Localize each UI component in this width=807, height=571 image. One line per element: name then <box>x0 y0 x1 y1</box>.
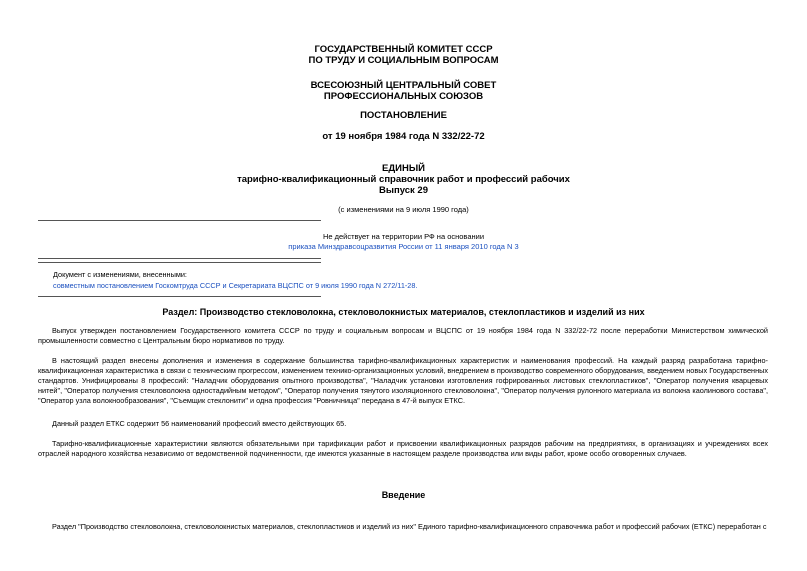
doc-type <box>0 110 807 121</box>
divider-line <box>38 296 321 297</box>
divider-line <box>38 220 321 221</box>
intro-paragraph: Раздел "Производство стекловолокна, стекловолокнистых материалов, стеклопластиков и изделий из них" Единого тарифно-квалификационного справочника работ и профессий рабочих (ЕТКС) переработан с <box>52 522 767 531</box>
section-title: Раздел: Производство стекловолокна, стекловолокнистых материалов, стеклопластиков и изделий из них <box>162 307 645 317</box>
amendment-note: (с изменениями на 9 июля 1990 года) <box>338 205 469 214</box>
doc-type-text: ПОСТАНОВЛЕНИЕ <box>360 110 447 121</box>
doc-date-text: от 19 ноября 1984 года N 332/22-72 <box>322 131 485 142</box>
doc-date <box>0 131 807 142</box>
section-paragraph-2: В настоящий раздел внесены дополнения и изменения в содержание большинства тарифно-квалификационных характеристик и наименования профессий. На каждый разряд разработана тарифно-квалификационная характеристика в связи с техническим прогрессом, изменением технико-организационных условий, внедрением в производство современного оборудования, введением новых Государственных стандартов. Унифицированы 8 профессий: "Наладчик оборудования опытного производства", "Наладчик установки изготовления гофрированных листовых стеклопластиков", "Оператор получения кварцевых нитей", "Оператор получения стекловолокна одностадийным методом", "Оператор получения тянутого изоляционного стекловолокна", "Оператор получения рулонного материала из волокна каолинового состава", "Оператор узла волокнообразования", "Съемщик стеклонити" и одна профессия "Ровничница" передана в 47-й выпуск ЕТКС. <box>38 356 768 405</box>
not-active-text: Не действует на территории РФ на основании <box>322 232 485 241</box>
title-line-3: Выпуск 29 <box>378 185 428 196</box>
council-line-2: ПРОФЕССИОНАЛЬНЫХ СОЮЗОВ <box>323 91 484 102</box>
section-paragraph-1: Выпуск утвержден постановлением Государственного комитета СССР по труду и социальным вопросам и ВЦСПС от 19 ноября 1984 года N 332/22-72 после переработки Министерством химической промышленности совместно с Центральным бюро нормативов по труду. <box>38 326 768 345</box>
committee-line-1: ГОСУДАРСТВЕННЫЙ КОМИТЕТ СССР <box>314 44 493 55</box>
title-line-2: тарифно-квалификационный справочник работ и профессий рабочих <box>237 174 570 185</box>
intro-title: Введение <box>381 490 426 500</box>
section-paragraph-3: Данный раздел ЕТКС содержит 56 наименований профессий вместо действующих 65. <box>52 419 347 428</box>
section-paragraph-4: Тарифно-квалификационные характеристики являются обязательными при тарификации работ и присвоении квалификационных разрядов рабочим на предприятиях, в организациях и учреждениях всех отраслей народного хозяйства независимо от ведомственной подчиненности, где имеются указанные в настоящем разделе производства или виды работ, кроме особо оговоренных случаев. <box>38 439 768 458</box>
amendments-link[interactable]: совместным постановлением Госкомтруда СССР и Секретариата ВЦСПС от 9 июля 1990 года N 272/11-28. <box>53 281 418 290</box>
title-line-1: ЕДИНЫЙ <box>382 163 425 174</box>
divider-line <box>38 262 321 263</box>
council-line-1: ВСЕСОЮЗНЫЙ ЦЕНТРАЛЬНЫЙ СОВЕТ <box>310 80 497 91</box>
document-title <box>0 163 807 196</box>
committee-heading <box>0 44 807 66</box>
order-link[interactable]: приказа Минздравсоцразвития России от 11 января 2010 года N 3 <box>288 242 519 251</box>
divider-line <box>38 258 321 259</box>
council-heading <box>0 80 807 102</box>
committee-line-2: ПО ТРУДУ И СОЦИАЛЬНЫМ ВОПРОСАМ <box>308 55 499 66</box>
amendments-label: Документ с изменениями, внесенными: <box>53 270 187 279</box>
